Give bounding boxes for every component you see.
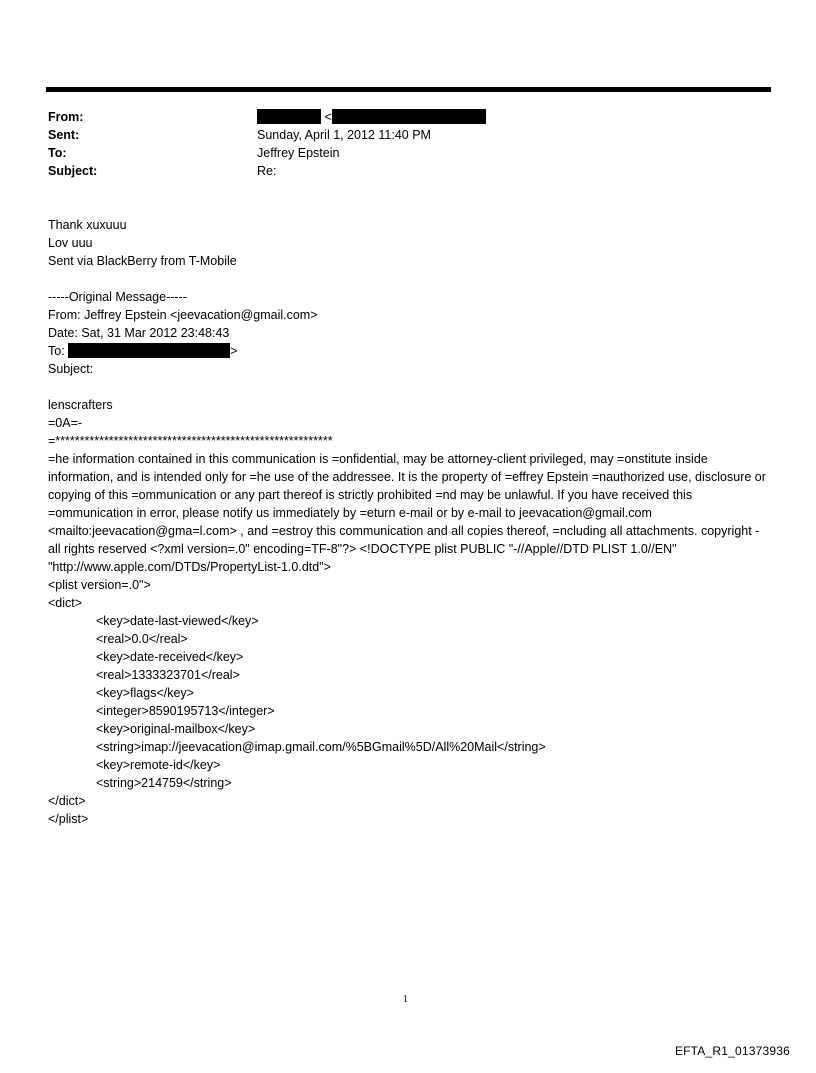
- reply-line: Lov uuu: [48, 236, 93, 250]
- plist-line: <string>214759</string>: [96, 776, 232, 790]
- original-to-suffix: >: [230, 344, 238, 358]
- from-value: [257, 108, 486, 126]
- message-text: lenscrafters: [48, 398, 113, 412]
- plist-line: <key>original-mailbox</key>: [96, 722, 256, 736]
- sent-label: Sent:: [48, 128, 80, 142]
- dict-close-tag: </dict>: [48, 794, 86, 808]
- reply-signature: Sent via BlackBerry from T-Mobile: [48, 254, 237, 268]
- dict-open-tag: <dict>: [48, 596, 83, 610]
- bates-number: EFTA_R1_01373936: [674, 1044, 790, 1058]
- disclaimer-text: =he information contained in this communication is =onfidential, may be attorney-client privileged, may =onstitute inside information, and is intended only for =he use of the addressee. It is the property of =effrey Epstein =nauthorized use, disclosure or copying of this =ommunication or any part thereof is strictly prohibited =nd may be unlawful. If you have received this =ommunication in error, please notify us immediately by =eturn e-mail or by e-mail to jeevacation@gmail.com <mailto:jeevacation@gma=l.com> , and =estroy this communication and all copies thereof, =ncluding all attachments. copyright -all rights reserved <?xml version=.0" encoding=TF-8"?> <!DOCTYPE plist PUBLIC "-//Apple//DTD PLIST 1.0//EN" "http://www.apple.com/DTDs/PropertyList-1.0.dtd">: [48, 452, 766, 574]
- page-number: 1: [403, 994, 408, 1005]
- plist-line: <key>flags</key>: [96, 686, 194, 700]
- redaction-block: [332, 109, 486, 124]
- plist-line: <key>remote-id</key>: [96, 758, 221, 772]
- stars-line: =*********************************************************: [48, 434, 333, 448]
- email-header: [48, 108, 768, 180]
- redaction-block: [68, 343, 230, 358]
- plist-line: <real>1333323701</real>: [96, 668, 240, 682]
- reply-line: Thank xuxuuu: [48, 218, 127, 232]
- original-from: From: Jeffrey Epstein <jeevacation@gmail.com>: [48, 308, 318, 322]
- sent-value: Sunday, April 1, 2012 11:40 PM: [257, 128, 431, 142]
- message-text: =0A=-: [48, 416, 83, 430]
- plist-open-tag: <plist version=.0">: [48, 578, 151, 592]
- plist-line: <string>imap://jeevacation@imap.gmail.com/%5BGmail%5D/All%20Mail</string>: [96, 740, 546, 754]
- subject-row: [48, 162, 768, 180]
- plist-line: <key>date-last-viewed</key>: [96, 614, 259, 628]
- original-message-divider: -----Original Message-----: [48, 290, 187, 304]
- original-to: [48, 342, 770, 360]
- sent-row: [48, 126, 768, 144]
- from-label: From:: [48, 110, 84, 124]
- from-bracket: <: [324, 110, 332, 124]
- plist-close-tag: </plist>: [48, 812, 89, 826]
- to-label: To:: [48, 146, 67, 160]
- plist-line: <real>0.0</real>: [96, 632, 188, 646]
- header-rule: [46, 87, 771, 92]
- from-row: [48, 108, 768, 126]
- email-body: [48, 216, 770, 828]
- redaction-block: [257, 109, 321, 124]
- original-to-label: To:: [48, 344, 65, 358]
- subject-value: Re:: [257, 164, 277, 178]
- original-date: Date: Sat, 31 Mar 2012 23:48:43: [48, 326, 230, 340]
- subject-label: Subject:: [48, 164, 98, 178]
- to-row: [48, 144, 768, 162]
- plist-line: <integer>8590195713</integer>: [96, 704, 275, 718]
- plist-line: <key>date-received</key>: [96, 650, 244, 664]
- original-subject: Subject:: [48, 362, 94, 376]
- to-value: Jeffrey Epstein: [257, 146, 340, 160]
